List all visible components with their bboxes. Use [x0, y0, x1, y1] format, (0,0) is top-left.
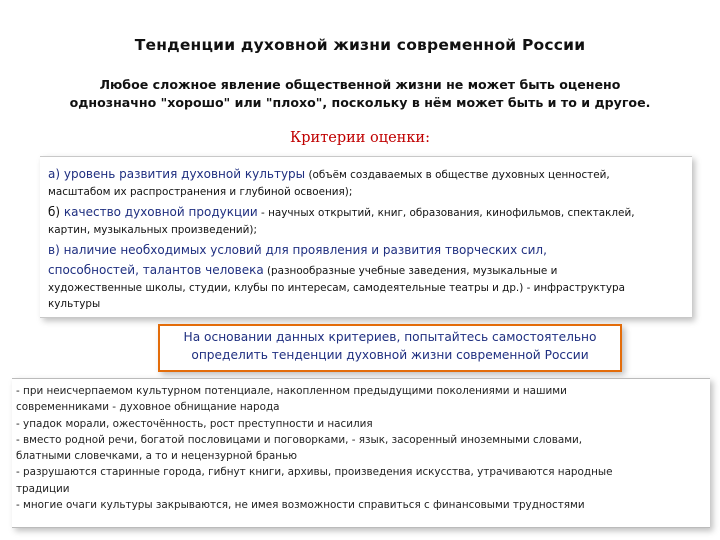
answer-line: - многие очаги культуры закрываются, не имея возможности справиться с финансовыми трудностями	[16, 499, 585, 512]
criterion-c-heading-1: в) наличие необходимых условий для проявления и развития творческих сил,	[48, 243, 547, 257]
subtitle	[40, 76, 680, 112]
criterion-a-heading: а) уровень развития духовной культуры	[48, 167, 306, 181]
answers-list	[16, 383, 710, 513]
task-text	[158, 328, 622, 364]
subtitle-line-1: Любое сложное явление общественной жизни не может быть оценено	[99, 77, 621, 92]
criterion-b-heading: качество духовной продукции	[63, 205, 258, 219]
criterion-a-desc-2: масштабом их распространения и глубиной освоения);	[48, 186, 353, 198]
answer-line: - упадок морали, ожесточённость, рост преступности и насилия	[16, 417, 373, 430]
subtitle-line-2: однозначно "хорошо" или "плохо", поскольку в нём может быть и то и другое.	[69, 95, 651, 110]
criterion-c-desc-2: художественные школы, студии, клубы по интересам, самодеятельные театры и др.) - инфраструктура	[48, 282, 625, 294]
answer-line: - при неисчерпаемом культурном потенциале, накопленном предыдущими поколениями и нашими	[16, 385, 567, 397]
task-line-2: определить тенденции духовной жизни современной России	[191, 348, 589, 362]
criterion-a	[48, 164, 690, 200]
criterion-c	[48, 240, 690, 312]
criteria-list	[48, 164, 690, 314]
page-title: Тенденции духовной жизни современной России	[134, 36, 586, 54]
criterion-c-heading-2: способностей, талантов человека	[48, 263, 264, 277]
answer-line: - разрушаются старинные города, гибнут книги, архивы, произведения искусства, утрачиваются народные	[16, 466, 613, 479]
criterion-b-prefix: б)	[48, 205, 64, 219]
criteria-heading: Критерии оценки:	[290, 130, 430, 146]
criterion-b-desc-2: картин, музыкальных произведений);	[48, 224, 257, 236]
criterion-a-desc: (объём создаваемых в обществе духовных ценностей,	[305, 169, 610, 181]
criterion-b	[48, 202, 690, 238]
criterion-c-desc-3: культуры	[48, 298, 101, 310]
criterion-c-desc: (разнообразные учебные заведения, музыкальные и	[263, 265, 558, 277]
answer-line: блатными словечками, а то и нецензурной бранью	[16, 450, 297, 463]
answer-line: современниками - духовное обнищание народа	[16, 401, 280, 414]
answer-line: традиции	[16, 482, 70, 495]
criterion-b-desc: - научных открытий, книг, образования, кинофильмов, спектаклей,	[257, 207, 635, 219]
task-line-1: На основании данных критериев, попытайтесь самостоятельно	[183, 330, 597, 344]
answer-line: - вместо родной речи, богатой пословицами и поговорками, - язык, засоренный иноземными словами,	[16, 433, 583, 446]
